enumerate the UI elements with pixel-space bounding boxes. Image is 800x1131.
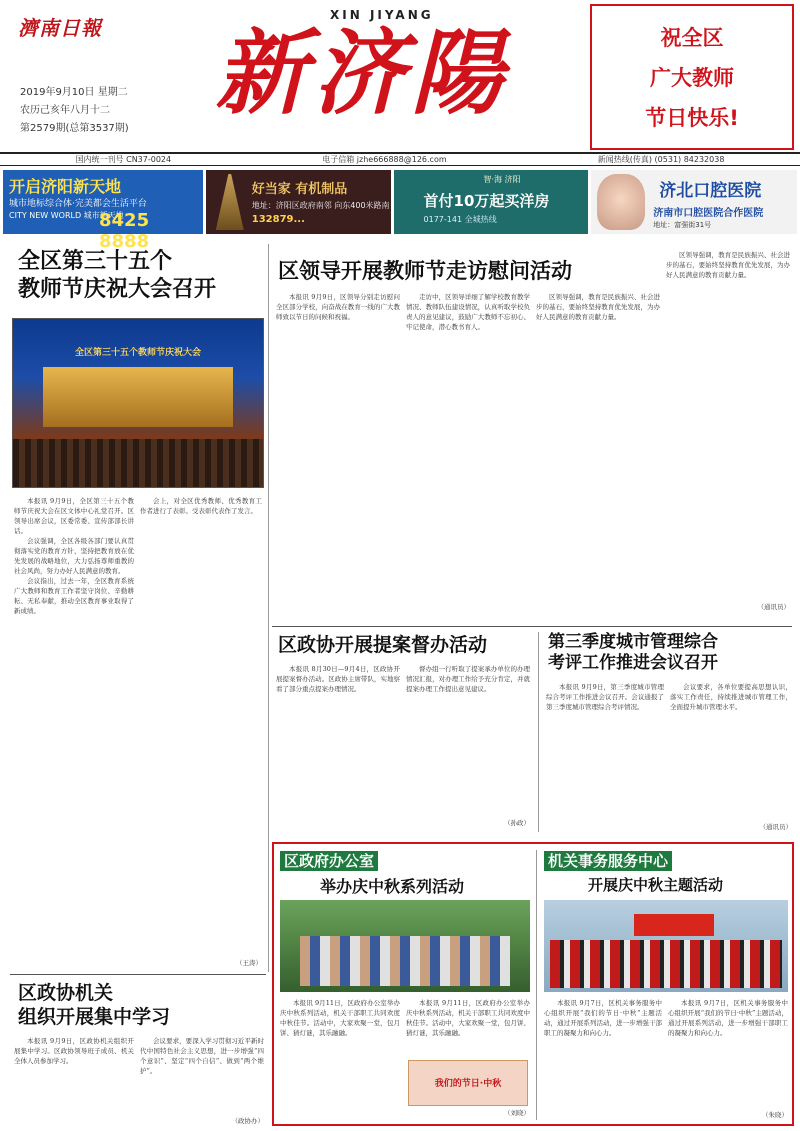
ad-brand: 智·海 济阳: [483, 175, 521, 184]
article4-title[interactable]: [548, 632, 794, 675]
article2-body-col2: [406, 292, 530, 610]
tower-icon: [216, 174, 244, 230]
paragraph: 本报讯 9月9日，区政协机关组织开展集中学习。区政协领导班子成员、机关全体人员参加学习。: [14, 1037, 134, 1065]
audience: [13, 439, 263, 487]
article3-title[interactable]: 区政协开展提案督办活动: [278, 634, 488, 656]
ad-sub: 城市地标综合体·完美都会生活平台: [9, 199, 147, 209]
column-divider: [268, 244, 269, 972]
paragraph: 本报讯 9月11日，区政府办公室举办庆中秋系列活动，机关干部职工共同欢度中秋佳节。活动中，大家欢聚一堂，包月饼、猜灯谜，其乐融融。: [280, 999, 400, 1037]
paragraph: 本报讯 9月9日，第三季度城市管理综合考评工作推进会议召开。会议通报了第三季度城市管理综合考评情况。: [546, 683, 664, 711]
article2-body-col1: [276, 292, 400, 610]
paragraph: 会议要求，要深入学习贯彻习近平新时代中国特色社会主义思想，进一步增强“四个意识”、坚定“四个自信”、做到“两个维护”。: [140, 1037, 264, 1075]
greeting-box: [590, 4, 794, 150]
ad-sub: 地址：济阳区政府南邻 向东400米路南: [251, 201, 390, 210]
paragraph: 区领导强调，教育是民族振兴、社会进步的基石，要始终坚持教育优先发展，为办好人民满意的教育贡献力量。: [666, 251, 790, 279]
ad-strip: [0, 168, 800, 252]
paragraph: 会上，对全区优秀教师、优秀教育工作者进行了表彰。受表彰代表作了发言。: [140, 497, 262, 515]
left-feature-author: （刘晓）: [504, 1109, 530, 1117]
article4-author: （通讯员）: [759, 823, 792, 831]
ad-phone: 132879...: [251, 214, 305, 225]
article5-title[interactable]: [18, 982, 258, 1030]
right-feature-body-col1: [544, 998, 662, 1116]
ad-sub: 0177-141 全城热线: [423, 215, 497, 224]
tag-label: 机关事务服务中心: [544, 851, 672, 871]
paragraph: 本报讯 9月9日，区领导分别走访慰问全区部分学校，向奋战在教育一线的广大教师致以节日的问候和祝福。: [276, 293, 400, 321]
article4-body-col2: [670, 682, 792, 822]
ad-title: 首付10万起买洋房: [423, 192, 550, 210]
paragraph: 区领导强调，教育是民族振兴、社会进步的基石，要始终坚持教育优先发展，为办好人民满意的教育贡献力量。: [536, 293, 660, 321]
ad-sub: 济南市口腔医院合作医院: [653, 208, 764, 219]
left-feature-photo: [280, 900, 530, 992]
banner: [634, 914, 714, 936]
masthead-title: 新济陽: [215, 19, 510, 127]
title-line: 区政协机关: [18, 982, 114, 1004]
festival-banner: 我们的节日·中秋: [408, 1060, 528, 1106]
date-info: [20, 84, 129, 138]
paragraph: 本报讯 9月7日，区机关事务服务中心组织开展“我们的节日·中秋”主题活动，通过开展系列活动，进一步增强干部职工的凝聚力和向心力。: [668, 999, 788, 1037]
article5-body-col2: [140, 1036, 264, 1114]
article1-author: （王涛）: [236, 959, 262, 967]
lunar-date: 农历己亥年八月十二: [20, 105, 110, 116]
left-feature-body-col2: [406, 998, 530, 1058]
article1-body-col2: [140, 496, 262, 946]
paragraph: 本报讯 9月9日，全区第三十五个教师节庆祝大会在区文体中心礼堂召开。区领导出席会议，区委常委、宣传部部长讲话。: [14, 497, 134, 535]
paragraph: 会议强调，全区各级各部门要认真贯彻落实党的教育方针，坚持把教育放在优先发展的战略地位，大力弘扬尊师重教的社会风尚，努力办好人民满意的教育。: [14, 537, 134, 575]
ad-dental-hospital[interactable]: [591, 170, 797, 234]
section-divider: [10, 974, 266, 975]
right-feature-title[interactable]: 开展庆中秋主题活动: [588, 876, 724, 894]
article5-author: （政协办）: [231, 1117, 264, 1125]
paragraph: 会议要求，各单位要提高思想认识，落实工作责任，持续推进城市管理工作，全面提升城市管理水平。: [670, 683, 792, 711]
ad-brand: CITY NEW WORLD 城市新天地: [9, 211, 124, 220]
cn-number: 国内统一刊号 CN37-0024: [75, 155, 172, 164]
left-feature-body-col1: [280, 998, 400, 1116]
article3-author: （孙政）: [504, 819, 530, 827]
article1-title[interactable]: [18, 248, 258, 303]
article3-body-col2: [406, 664, 530, 814]
model-photo: [597, 174, 645, 230]
left-feature-title[interactable]: 举办庆中秋系列活动: [320, 877, 465, 896]
column-divider: [536, 850, 537, 1120]
article2-body-col3: [536, 292, 660, 610]
title-line: 全区第三十五个: [18, 249, 173, 274]
right-feature-body-col2: [668, 998, 788, 1108]
hotline: 新闻热线(传真) (0531) 84232038: [597, 155, 725, 164]
masthead-pinyin: XIN JIYANG: [330, 8, 434, 22]
article2-body-col4: [666, 250, 790, 600]
paragraph: 本报讯 9月7日，区机关事务服务中心组织开展“我们的节日·中秋”主题活动，通过开展系列活动，进一步增强干部职工的凝聚力和向心力。: [544, 999, 662, 1037]
article1-photo: [12, 318, 264, 488]
paragraph: 本报讯 9月11日，区政府办公室举办庆中秋系列活动，机关干部职工共同欢度中秋佳节。活动中，大家欢聚一堂，包月饼、猜灯谜，其乐融融。: [406, 999, 530, 1037]
title-line: 第三季度城市管理综合: [548, 632, 718, 652]
email: 电子信箱 jzhe666888@126.com: [322, 155, 447, 164]
paragraph: 本报讯 8月30日—9月4日，区政协开展提案督办活动。区政协主席带队，实地察看了部分重点提案办理情况。: [276, 665, 400, 693]
ad-title: 开启济阳新天地: [9, 177, 122, 196]
article2-author: （通讯员）: [757, 603, 790, 611]
article2-title[interactable]: 区领导开展教师节走访慰问活动: [278, 259, 572, 283]
ad-city-new-world[interactable]: [3, 170, 203, 252]
ad-phone: 8425 8888: [99, 210, 150, 252]
column-divider: [538, 632, 539, 832]
ad-real-estate[interactable]: [394, 170, 589, 234]
article3-body-col1: [276, 664, 400, 814]
issue-number: 第2579期(总第3537期): [20, 123, 129, 134]
title-line: 组织开展集中学习: [18, 1005, 171, 1028]
people: [550, 940, 782, 988]
article5-body-col1: [14, 1036, 134, 1124]
paragraph: 督办组一行听取了提案承办单位的办理情况汇报，对办理工作给予充分肯定，并就提案办理工作提出意见建议。: [406, 665, 530, 693]
greeting-line: 广大教师: [650, 66, 734, 90]
tag-label: 区政府办公室: [280, 851, 378, 871]
stage-backdrop: [43, 367, 233, 427]
title-line: 教师节庆祝大会召开: [18, 276, 217, 302]
stage-banner: 全区第三十五个教师节庆祝大会: [74, 348, 201, 358]
greeting-line: 祝全区: [660, 26, 724, 50]
article4-body-col1: [546, 682, 664, 822]
ad-title: 好当家 有机制品: [251, 182, 348, 197]
people: [300, 936, 510, 986]
left-feature-tag: [280, 850, 378, 871]
right-feature-photo: [544, 900, 788, 992]
newspaper-brand: 濟南日報: [18, 16, 102, 40]
paragraph: 走访中，区领导详细了解学校教育教学情况、教师队伍建设情况，认真听取学校负责人的意见建议，鼓励广大教师不忘初心、牢记使命，潜心教书育人。: [406, 293, 530, 331]
right-feature-author: （朱晓）: [762, 1111, 788, 1119]
info-bar: [0, 152, 800, 166]
ad-title: 济北口腔医院: [659, 181, 762, 201]
ad-address: 地址：富强街31号: [653, 221, 712, 229]
section-divider: [272, 626, 792, 627]
issue-date: 2019年9月10日 星期二: [20, 87, 128, 98]
article1-body-col1: [14, 496, 134, 966]
paragraph: 会议指出，过去一年，全区教育系统广大教师和教育工作者坚守岗位、辛勤耕耘、无私奉献，推动全区教育事业取得了新成绩。: [14, 577, 134, 615]
right-feature-tag: [544, 850, 672, 871]
title-line: 考评工作推进会议召开: [548, 653, 718, 674]
greeting-line: 节日快乐!: [645, 106, 739, 130]
ad-haodangjia[interactable]: [206, 170, 391, 234]
